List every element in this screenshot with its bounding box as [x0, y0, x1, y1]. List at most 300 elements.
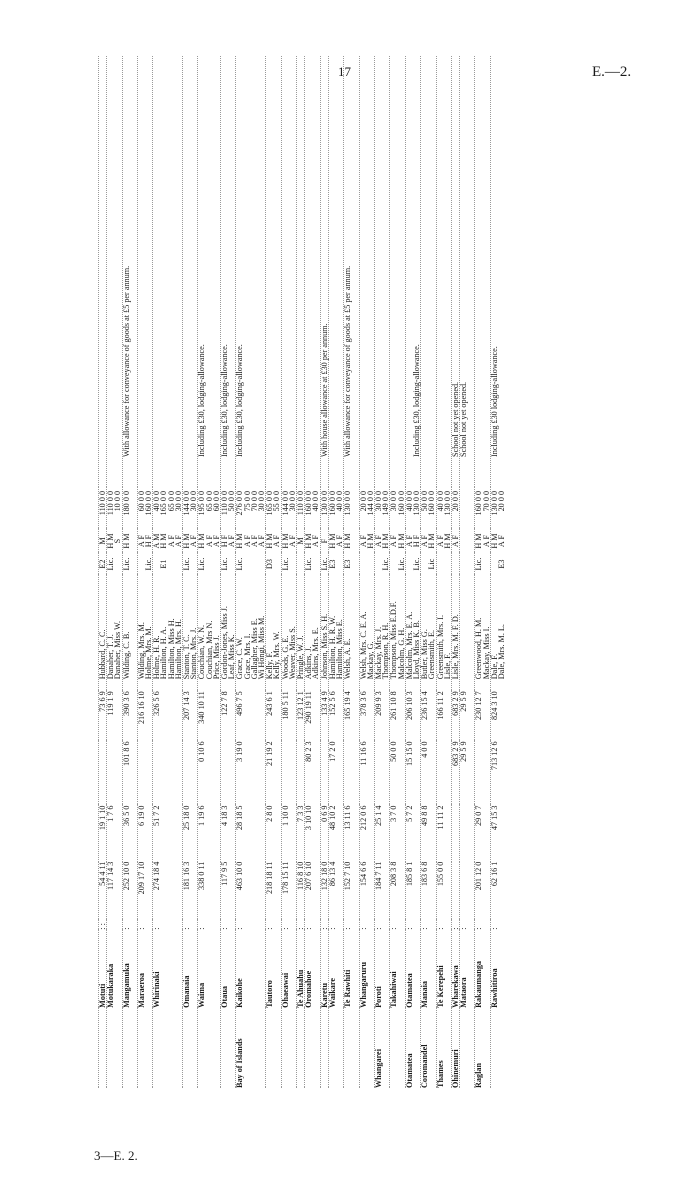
position: A F — [189, 535, 199, 548]
remarks — [367, 56, 375, 487]
amount-col-3: 17 2 0 — [328, 741, 336, 805]
classification — [206, 553, 213, 575]
county-cell — [289, 1008, 297, 1088]
amount-total — [352, 691, 360, 741]
leader-dots: : — [374, 920, 382, 930]
county-cell — [221, 1008, 229, 1088]
classification: Lic. — [281, 553, 289, 575]
table-row — [382, 56, 390, 1088]
amount-col-1: 62 16 1 — [490, 862, 498, 920]
amount-col-1: 252 10 0 — [122, 862, 130, 920]
salary: 10 0 0 — [113, 490, 123, 512]
amount-col-3: 29 5 9 — [460, 741, 468, 805]
leader-dots — [428, 920, 436, 930]
county-cell — [328, 1008, 336, 1088]
county-cell: Ohinemuri — [451, 1008, 459, 1088]
amount-col-3: 101 8 6 — [122, 741, 130, 805]
county-cell — [213, 1008, 221, 1088]
teacher-name: Mackay, G. — [365, 641, 375, 680]
salary — [460, 487, 468, 529]
amount-col-2: 29 0 7 — [475, 806, 483, 862]
amount-col-2: 48 10 2 — [328, 806, 336, 862]
amount-col-2: 25 1 4 — [374, 806, 382, 862]
remarks — [183, 56, 191, 487]
school-name: Whangaruru — [359, 930, 367, 1008]
county-cell — [498, 1008, 505, 1088]
table-row — [297, 56, 305, 1088]
amount-col-3 — [206, 741, 213, 805]
teacher-name: Dale, F. — [490, 575, 498, 691]
leader-dots: : — [421, 920, 429, 930]
remarks — [421, 56, 429, 487]
county-cell — [122, 1008, 130, 1088]
amount-col-1 — [498, 862, 505, 920]
leader-dots: : — [490, 920, 498, 930]
school-name: Takahiwai — [390, 930, 398, 1008]
amount-total: 378 3 6 — [359, 691, 367, 741]
table-row — [258, 56, 266, 1088]
teacher-name: Pringle, W. J. — [297, 575, 305, 691]
salary: 50 0 0 — [227, 490, 237, 512]
salary: 130 0 0 — [442, 490, 452, 516]
classification — [114, 553, 122, 575]
remarks: Including £30, lodging-allowance. — [236, 56, 244, 487]
remarks — [258, 56, 266, 487]
amount-col-2: 0 6 9 — [320, 806, 328, 862]
salary: 40 0 0 — [405, 487, 413, 529]
table-row — [451, 56, 459, 1088]
salary: 30 0 0 — [374, 487, 382, 529]
school-name: Te Kerepehi — [436, 930, 444, 1008]
table-row — [137, 56, 145, 1088]
remarks — [467, 56, 475, 487]
footer-code: 3—E. 2. — [94, 1148, 138, 1163]
amount-col-3 — [281, 741, 289, 805]
leader-dots: : — [236, 920, 244, 930]
table-row — [273, 56, 281, 1088]
teacher-name: Mackay, Mrs. J. — [374, 575, 382, 691]
leader-dots: : — [198, 920, 206, 930]
teacher-name: Hubbard, C. C. — [99, 575, 107, 691]
school-name: Karetu — [320, 930, 328, 1008]
amount-col-2: 1 7 6 — [107, 806, 115, 862]
position: H F — [144, 534, 154, 548]
classification: Lic. — [122, 553, 130, 575]
position: H M — [305, 529, 313, 553]
classification — [460, 553, 468, 575]
table-row — [160, 56, 167, 1088]
table-row — [367, 56, 375, 1088]
salary: 149 0 0 — [381, 490, 391, 516]
salary: 40 0 0 — [335, 490, 345, 512]
county-cell — [130, 1008, 138, 1088]
position: H M — [198, 529, 206, 553]
classification — [436, 553, 444, 575]
amount-col-3 — [137, 741, 145, 805]
teacher-name: Danaher, T. J. — [107, 575, 115, 691]
amount-col-1 — [444, 862, 452, 920]
classification — [451, 553, 459, 575]
amount-col-3: 15 15 0 — [405, 741, 413, 805]
amount-col-2 — [460, 806, 468, 862]
salary: 55 0 0 — [272, 490, 282, 512]
position: H M — [266, 529, 274, 553]
classification — [359, 553, 367, 575]
salary: 130 0 0 — [490, 487, 498, 529]
teacher-name: Weaver, Miss S. — [287, 626, 297, 680]
amount-col-2 — [251, 806, 258, 862]
table-row — [168, 56, 175, 1088]
amount-col-2: 47 15 3 — [490, 806, 498, 862]
position: H M — [490, 529, 498, 553]
amount-col-2: 1 10 0 — [281, 806, 289, 862]
school-name: Omanaia — [183, 930, 191, 1008]
amount-col-1 — [168, 862, 175, 920]
remarks — [266, 56, 274, 487]
amount-col-3 — [160, 741, 167, 805]
salary: 70 0 0 — [481, 490, 491, 512]
amount-total: 236 15 4 — [421, 691, 429, 741]
position: H M — [236, 529, 244, 553]
leader-dots: : — [122, 920, 130, 930]
position: H M — [365, 533, 375, 549]
amount-col-2: 212 0 6 — [359, 806, 367, 862]
salary: 65 0 0 — [166, 490, 176, 512]
teacher-name: Lisle, Mrs. M. F. D. — [451, 575, 459, 691]
amount-col-2 — [160, 806, 167, 862]
position: S — [113, 538, 123, 544]
position: A F — [359, 529, 367, 553]
leader-dots — [251, 920, 258, 930]
county-cell — [107, 1008, 115, 1088]
remarks — [273, 56, 281, 487]
amount-total: 216 16 10 — [137, 691, 145, 741]
table-row — [114, 56, 122, 1088]
amount-col-3 — [213, 741, 221, 805]
salary: 30 0 0 — [189, 490, 199, 512]
amount-col-1: 218 18 11 — [266, 862, 274, 920]
remarks — [206, 56, 213, 487]
county-cell — [273, 1008, 281, 1088]
school-name: Oromahoe — [305, 930, 313, 1008]
teacher-name: Woods, G. E. — [281, 575, 289, 691]
teacher-name: Grace, Mrs. I. — [242, 633, 252, 680]
amount-col-1 — [114, 862, 122, 920]
amount-col-1 — [244, 862, 251, 920]
table-row — [421, 56, 429, 1088]
school-name: Rakaumanga — [475, 930, 483, 1008]
table-row — [336, 56, 344, 1088]
amount-col-3: 3 19 0 — [236, 741, 244, 805]
remarks: Including £30, lodging-allowance. — [198, 56, 206, 487]
teacher-name: Hamilton, Miss E. — [335, 619, 345, 680]
county-cell: Thames — [436, 1008, 444, 1088]
salary: 20 0 0 — [359, 487, 367, 529]
leader-dots: : — [153, 920, 161, 930]
salary: 276 0 0 — [236, 487, 244, 529]
table-row — [483, 56, 491, 1088]
position: A F — [496, 535, 506, 548]
school-name: Whirinaki — [153, 930, 161, 1008]
salary: 130 0 0 — [411, 490, 421, 516]
school-name: Otamatea — [405, 930, 413, 1008]
amount-col-1 — [206, 862, 213, 920]
table-row — [190, 56, 198, 1088]
remarks — [382, 56, 390, 487]
amount-col-1: 152 7 10 — [344, 862, 352, 920]
amount-total: 326 5 6 — [153, 691, 161, 741]
school-name: Manaia — [421, 930, 429, 1008]
table-row — [398, 56, 406, 1088]
amount-col-1: 338 0 11 — [198, 862, 206, 920]
county-cell — [460, 1008, 468, 1088]
amount-col-3 — [107, 741, 115, 805]
salary: 110 0 0 — [297, 487, 305, 529]
county-cell — [145, 1008, 153, 1088]
school-name: Rawhitiroa — [490, 930, 498, 1008]
county-cell — [336, 1008, 344, 1088]
school-name: Te Ahuahu — [297, 930, 305, 1008]
table-row — [281, 56, 289, 1088]
amount-col-1: 178 15 11 — [281, 862, 289, 920]
table-row — [428, 56, 436, 1088]
position: A F — [481, 535, 491, 548]
table-row — [175, 56, 183, 1088]
amount-col-3 — [498, 741, 505, 805]
amount-col-3 — [251, 741, 258, 805]
salary: 165 0 0 — [159, 490, 169, 516]
school-name: Wharekawa — [451, 930, 459, 1008]
table-row — [320, 56, 328, 1088]
leader-dots — [107, 920, 115, 930]
school-name: Kaikohe — [236, 930, 244, 1008]
amount-col-3 — [145, 741, 153, 805]
salary: 70 0 0 — [249, 490, 259, 512]
leader-dots: : — [305, 920, 313, 930]
leader-dots — [114, 920, 122, 930]
amount-total: 824 3 10 — [490, 691, 498, 741]
school-name: Ohaeawai — [281, 930, 289, 1008]
classification: E3 — [496, 559, 506, 569]
position: A F — [335, 535, 345, 548]
salary: 75 0 0 — [242, 490, 252, 512]
amount-col-3 — [168, 741, 175, 805]
salary: 20 0 0 — [496, 490, 506, 512]
amount-col-1: 208 3 8 — [390, 862, 398, 920]
position: H M — [122, 529, 130, 553]
leader-dots: : — [475, 920, 483, 930]
amount-col-2 — [206, 806, 213, 862]
table-row — [444, 56, 452, 1088]
position: H M — [427, 533, 437, 549]
table-row — [490, 56, 498, 1088]
amount-col-3 — [99, 741, 107, 805]
amount-col-2: 19 1 10 — [99, 806, 107, 862]
teacher-name: Hamilton, H. R. W. — [328, 575, 336, 691]
amount-col-1: 155 0 0 — [436, 862, 444, 920]
table-row — [213, 56, 221, 1088]
teacher-name — [352, 575, 360, 691]
teacher-name: Mackay, Miss I. — [481, 626, 491, 680]
position: A F — [390, 529, 398, 553]
remarks — [107, 56, 115, 487]
amount-total: 73 6 9 — [99, 691, 107, 741]
remarks — [153, 56, 161, 487]
amount-col-2: 25 18 0 — [183, 806, 191, 862]
remarks — [99, 56, 107, 487]
leader-dots: : — [344, 920, 352, 930]
teacher-name: Wilding, C. B. — [122, 575, 130, 691]
position: H F — [411, 534, 421, 548]
amount-col-3 — [273, 741, 281, 805]
amount-col-3 — [428, 741, 436, 805]
amount-col-3: 713 12 6 — [490, 741, 498, 805]
county-cell — [251, 1008, 258, 1088]
county-cell — [428, 1008, 436, 1088]
school-name: Tautoro — [266, 930, 274, 1008]
teacher-name: Hamilton, Mrs. H. — [173, 619, 183, 680]
teacher-name: Stanton, T. C. — [183, 575, 191, 691]
teacher-name: Holme, H. R. — [153, 575, 161, 691]
teacher-name: Thompson, R. H. — [381, 622, 391, 680]
amount-col-1: 86 13 4 — [328, 862, 336, 920]
leader-dots — [352, 920, 360, 930]
leader-dots — [160, 920, 167, 930]
classification: Lic. — [221, 553, 229, 575]
position: A F — [227, 535, 237, 548]
salary: 40 0 0 — [311, 490, 321, 512]
table-row — [305, 56, 313, 1088]
position: H M — [381, 533, 391, 549]
remarks — [390, 56, 398, 487]
amount-total: 152 5 6 — [328, 691, 336, 741]
table-row — [228, 56, 236, 1088]
teacher-name: Hamilton, H. A. — [159, 626, 169, 680]
salary: 195 0 0 — [198, 487, 206, 529]
amount-col-2: 3 7 0 — [390, 806, 398, 862]
school-name: Otaua — [221, 930, 229, 1008]
classification — [483, 553, 491, 575]
teacher-name: Malcolm, G. H. — [396, 627, 406, 680]
amount-col-1 — [251, 862, 258, 920]
classification: E3 — [344, 553, 352, 575]
amount-col-1 — [160, 862, 167, 920]
amount-total — [168, 691, 175, 741]
leader-dots: : — [390, 920, 398, 930]
amount-col-1: 207 6 10 — [305, 862, 313, 920]
classification — [367, 553, 375, 575]
remarks: School not yet opened. — [451, 56, 459, 487]
remarks — [328, 56, 336, 487]
remarks — [352, 56, 360, 487]
schools-table — [98, 56, 505, 1088]
remarks — [281, 56, 289, 487]
position: F — [320, 529, 328, 553]
salary: 40 0 0 — [436, 487, 444, 529]
position: A F — [204, 535, 214, 548]
teacher-name: Welsh, Mrs. C. E. A. — [359, 575, 367, 691]
leader-dots — [498, 920, 505, 930]
teacher-name: Malcolm, Mrs. E. A. — [405, 575, 413, 691]
school-name: Motukaraka — [107, 930, 115, 1008]
table-row — [498, 56, 505, 1088]
amount-col-3 — [352, 741, 360, 805]
amount-col-1: 54 4 11 — [99, 862, 107, 920]
classification — [251, 553, 258, 575]
table-row — [289, 56, 297, 1088]
salary: 50 0 0 — [421, 487, 429, 529]
classification: Lic. — [320, 553, 328, 575]
remarks: With allowance for conveyance of goods at £5 per annum. — [122, 56, 130, 487]
remarks — [305, 56, 313, 487]
school-name — [114, 930, 122, 1008]
remarks — [160, 56, 167, 487]
leader-dots: : — [451, 920, 459, 930]
table-row — [374, 56, 382, 1088]
leader-dots: : — [297, 920, 305, 930]
salary: 40 0 0 — [153, 487, 161, 529]
classification: Lic. — [183, 553, 191, 575]
school-name: Maraeroa — [137, 930, 145, 1008]
position: H M — [328, 529, 336, 553]
county-cell — [320, 1008, 328, 1088]
salary: 65 0 0 — [204, 490, 214, 512]
amount-total: 207 14 3 — [183, 691, 191, 741]
amount-total: 290 19 11 — [305, 691, 313, 741]
school-name — [352, 930, 360, 1008]
amount-col-3 — [153, 741, 161, 805]
remarks — [145, 56, 153, 487]
amount-total: 29 5 9 — [460, 691, 468, 741]
teacher-name: Couchian, W. N. — [198, 575, 206, 691]
salary: 110 0 0 — [99, 487, 107, 529]
remarks — [289, 56, 297, 487]
position: A M — [153, 529, 161, 553]
remarks — [428, 56, 436, 487]
amount-col-3 — [175, 741, 183, 805]
amount-col-1: 132 18 0 — [320, 862, 328, 920]
spacer-row — [467, 56, 475, 1088]
county-cell: Raglan — [475, 1008, 483, 1088]
leader-dots: : — [281, 920, 289, 930]
teacher-name: Wilding, Mrs. M. — [137, 575, 145, 691]
amount-col-3 — [336, 741, 344, 805]
salary: 110 0 0 — [221, 487, 229, 529]
position: H M — [344, 529, 352, 553]
classification: Lic. — [107, 553, 115, 575]
amount-col-3 — [244, 741, 251, 805]
salary: 144 0 0 — [281, 487, 289, 529]
teacher-name: Holme, Mrs. M. — [144, 626, 154, 680]
position: A F — [166, 535, 176, 548]
table-row — [312, 56, 320, 1088]
amount-total: 166 11 2 — [436, 691, 444, 741]
amount-col-1: 181 16 3 — [183, 862, 191, 920]
remarks — [244, 56, 251, 487]
amount-col-2: 6 19 0 — [137, 806, 145, 862]
salary: 165 0 0 — [266, 487, 274, 529]
classification — [289, 553, 297, 575]
schools-table-body — [99, 56, 506, 1088]
county-cell — [382, 1008, 390, 1088]
amount-total: 496 7 5 — [236, 691, 244, 741]
amount-col-3: 11 16 6 — [359, 741, 367, 805]
remarks — [475, 56, 483, 487]
amount-col-3 — [475, 741, 483, 805]
salary: 160 0 0 — [475, 487, 483, 529]
salary: 130 0 0 — [344, 487, 352, 529]
table-row — [251, 56, 258, 1088]
